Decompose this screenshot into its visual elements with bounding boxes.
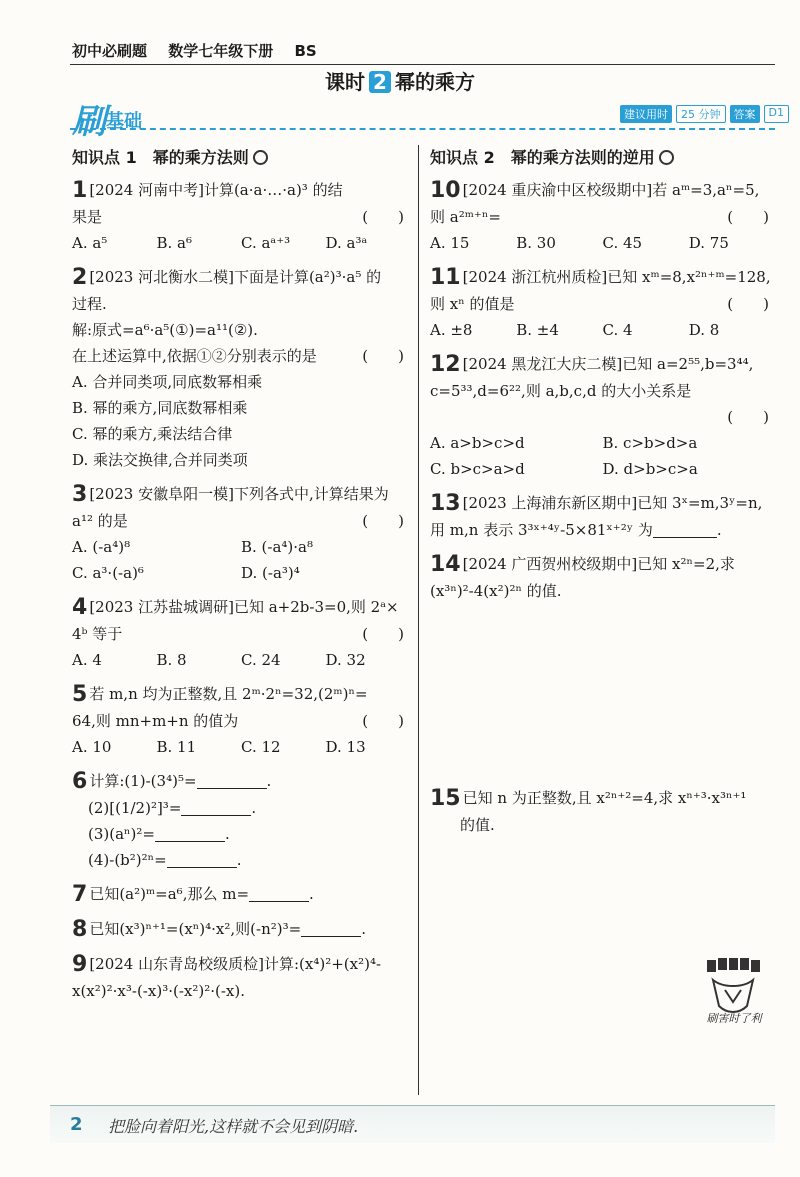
dashed-divider: [70, 128, 775, 130]
question-7: 7 已知(a²)ᵐ=a⁶,那么 m= .: [72, 882, 314, 907]
knowledge-point-1-title: 知识点 1 幂的乘方法则: [72, 145, 410, 171]
target-icon: [253, 150, 268, 165]
option-b: B. (-a⁴)·a⁸: [241, 538, 314, 556]
question-text: 计算:(1)-(3⁴)⁵=: [89, 772, 197, 790]
question-text: c=5³³,d=6²²,则 a,b,c,d 的大小关系是: [430, 382, 692, 400]
answer-paren: ( ): [727, 295, 769, 313]
question-text: [2023 河北衡水二模]下面是计算(a²)³·a⁵ 的: [89, 268, 382, 286]
option-b: B. 8: [156, 651, 187, 669]
options: [72, 230, 410, 256]
option-a: A. 10: [72, 738, 112, 756]
section-tag: [72, 94, 142, 143]
question-text: x(x²)²·x³-(-x)³·(-x²)²·(-x).: [72, 982, 245, 1000]
question-9: [72, 951, 410, 1004]
lesson-name: 幂的乘方: [395, 70, 475, 94]
answer-paren: ( ): [727, 208, 769, 226]
question-number: 14: [430, 552, 461, 577]
lesson-number-badge: 2: [369, 71, 391, 93]
option-a: A. a>b>c>d: [430, 434, 525, 452]
question-text: 则 a²ᵐ⁺ⁿ=: [430, 208, 501, 226]
answer-paren: ( ): [362, 712, 404, 730]
option-a: A. 15: [430, 234, 470, 252]
answer-blank[interactable]: [181, 798, 251, 816]
question-number: 13: [430, 491, 461, 516]
answer-blank[interactable]: [653, 520, 717, 538]
answer-blank[interactable]: [249, 884, 309, 902]
answer-paren: ( ): [362, 625, 404, 643]
question-3: [72, 481, 410, 586]
question-12: [430, 351, 775, 482]
option-d: D. 13: [325, 738, 366, 756]
question-text: 解:原式=a⁶·a⁵(①)=a¹¹(②).: [72, 321, 258, 339]
options: [430, 230, 775, 256]
option-a: A. 合并同类项,同底数幂相乘: [72, 373, 263, 391]
question-number: 7: [72, 882, 88, 907]
answer-page: D1: [764, 105, 789, 123]
option-a: A. 4: [72, 651, 102, 669]
option-a: A. a⁵: [72, 234, 108, 252]
question-2: [72, 264, 410, 473]
question-4: [72, 594, 410, 673]
question-text: (3)(aⁿ)²=: [88, 825, 155, 843]
question-number: 5: [72, 682, 88, 707]
lesson-prefix: 课时: [325, 70, 365, 94]
question-number: 1: [72, 178, 88, 203]
option-d: D. 乘法交换律,合并同类项: [72, 451, 248, 469]
options: [430, 317, 775, 343]
options: [72, 647, 410, 673]
question-number: 11: [430, 265, 461, 290]
option-b: B. 30: [516, 234, 556, 252]
option-c: C. 45: [602, 234, 643, 252]
option-b: B. 幂的乘方,同底数幂相乘: [72, 399, 248, 417]
question-text: 4ᵇ 等于: [72, 625, 123, 643]
right-column: [430, 145, 775, 834]
question-text: 64,则 mn+m+n 的值为: [72, 712, 239, 730]
options: [72, 534, 410, 586]
option-c: C. 12: [241, 738, 281, 756]
question-text: [2024 重庆渝中区校级期中]若 aᵐ=3,aⁿ=5,: [462, 181, 760, 199]
option-c: C. 4: [602, 321, 633, 339]
option-b: B. ±4: [516, 321, 559, 339]
question-15: [430, 785, 775, 838]
question-text: [2024 山东青岛校级质检]计算:(x⁴)²+(x²)⁴-: [89, 955, 382, 973]
option-b: B. 11: [156, 738, 197, 756]
question-text: [2024 广西贺州校级期中]已知 x²ⁿ=2,求: [462, 555, 735, 573]
question-text: 已知 n 为正整数,且 x²ⁿ⁺²=4,求 xⁿ⁺³·x³ⁿ⁺¹: [462, 789, 747, 807]
question-11: [430, 264, 775, 343]
question-text: (x³ⁿ)²-4(x²)²ⁿ 的值.: [430, 582, 562, 600]
target-icon: [659, 150, 674, 165]
question-8: 8 已知(x³)ⁿ⁺¹=(xⁿ)⁴·x²,则(-n²)³= .: [72, 917, 366, 942]
question-text: (2)[(1/2)²]³=: [88, 799, 182, 817]
question-text: [2023 江苏盐城调研]已知 a+2b-3=0,则 2ᵃ×: [89, 598, 399, 616]
answer-paren: ( ): [362, 208, 404, 226]
question-number: 3: [72, 482, 88, 507]
time-label: 建议用时: [620, 105, 672, 123]
question-text: 果是: [72, 208, 103, 226]
question-number: 9: [72, 952, 88, 977]
book-name: 数学七年级下册: [168, 42, 274, 60]
shua-logo: 刷: [72, 102, 106, 142]
question-number: 8: [72, 917, 88, 942]
left-column: [72, 145, 410, 1012]
question-text: 则 xⁿ 的值是: [430, 295, 515, 313]
question-text: 过程.: [72, 295, 107, 313]
option-d: D. a³ᵃ: [325, 234, 368, 252]
option-d: D. (-a³)⁴: [241, 564, 300, 582]
knowledge-point-2-title: 知识点 2 幂的乘方法则的逆用: [430, 145, 775, 171]
options: [430, 430, 775, 482]
question-text: 已知(a²)ᵐ=a⁶,那么 m=: [89, 885, 250, 903]
question-text: [2024 浙江杭州质检]已知 xᵐ=8,x²ⁿ⁺ᵐ=128,: [462, 268, 771, 286]
question-text: [2024 河南中考]计算(a·a·…·a)³ 的结: [89, 181, 343, 199]
page-number: 2: [70, 1114, 83, 1135]
question-number: 2: [72, 265, 88, 290]
option-b: B. c>b>d>a: [602, 434, 698, 452]
answer-blank[interactable]: [301, 919, 361, 937]
option-c: C. a³·(-a)⁶: [72, 564, 144, 582]
option-a: A. ±8: [430, 321, 473, 339]
options: [72, 734, 410, 760]
option-c: C. aᵃ⁺³: [241, 234, 291, 252]
answer-blank[interactable]: [167, 850, 237, 868]
answer-blank[interactable]: [197, 771, 267, 789]
question-text: 已知(x³)ⁿ⁺¹=(xⁿ)⁴·x²,则(-n²)³=: [89, 920, 302, 938]
question-number: 10: [430, 178, 461, 203]
stamp-caption: 刷害时了利: [706, 1012, 762, 1025]
header-rule: [70, 64, 775, 65]
answer-blank[interactable]: [155, 824, 225, 842]
question-text: [2024 黑龙江大庆二模]已知 a=2⁵⁵,b=3⁴⁴,: [462, 355, 754, 373]
answer-paren: ( ): [362, 347, 404, 365]
option-d: D. 8: [688, 321, 720, 339]
question-5: [72, 681, 410, 760]
option-d: D. 75: [688, 234, 729, 252]
option-c: C. 24: [241, 651, 281, 669]
time-info: [620, 105, 789, 123]
option-c: C. b>c>a>d: [430, 460, 525, 478]
option-d: D. d>b>c>a: [602, 460, 698, 478]
answer-paren: ( ): [727, 408, 769, 426]
question-text: 若 m,n 均为正整数,且 2ᵐ·2ⁿ=32,(2ᵐ)ⁿ=: [89, 685, 368, 703]
question-number: 15: [430, 786, 461, 811]
question-14: [430, 551, 775, 604]
option-a: A. (-a⁴)⁸: [72, 538, 131, 556]
question-number: 12: [430, 352, 461, 377]
question-text: a¹² 的是: [72, 512, 128, 530]
question-10: [430, 177, 775, 256]
question-13: 13 [2023 上海浦东新区期中]已知 3ˣ=m,3ʸ=n, 用 m,n 表示 3³ˣ⁺⁴ʸ-5×81ˣ⁺²ʸ 为 .: [430, 491, 763, 539]
running-header: [72, 40, 333, 61]
column-divider: [418, 145, 419, 1095]
answer-label: 答案: [730, 105, 760, 123]
question-text: 在上述运算中,依据①②分别表示的是: [72, 347, 317, 365]
question-text: 的值.: [460, 816, 495, 834]
question-text: [2023 上海浦东新区期中]已知 3ˣ=m,3ʸ=n,: [462, 494, 763, 512]
answer-paren: ( ): [362, 512, 404, 530]
question-6: 6 计算:(1)-(3⁴)⁵= . (2)[(1/2)²]³= . (3)(aⁿ)²= . (4)-(b²)²ⁿ= .: [72, 769, 272, 869]
option-c: C. 幂的乘方,乘法结合律: [72, 425, 233, 443]
footer-slogan: 把脸向着阳光,这样就不会见到阴暗.: [108, 1117, 359, 1136]
question-text: 用 m,n 表示 3³ˣ⁺⁴ʸ-5×81ˣ⁺²ʸ 为: [430, 521, 653, 539]
edition: BS: [294, 42, 317, 60]
lesson-title: [0, 66, 800, 95]
question-text: [2023 安徽阜阳一模]下列各式中,计算结果为: [89, 485, 389, 503]
question-1: [72, 177, 410, 256]
option-b: B. a⁶: [156, 234, 193, 252]
page-footer: [50, 1105, 775, 1143]
series-name: 初中必刷题: [72, 42, 148, 60]
question-number: 4: [72, 595, 88, 620]
section-label: 基础: [106, 111, 142, 132]
question-text: (4)-(b²)²ⁿ=: [88, 851, 167, 869]
time-value: 25 分钟: [676, 105, 726, 123]
option-d: D. 32: [325, 651, 366, 669]
question-number: 6: [72, 769, 88, 794]
